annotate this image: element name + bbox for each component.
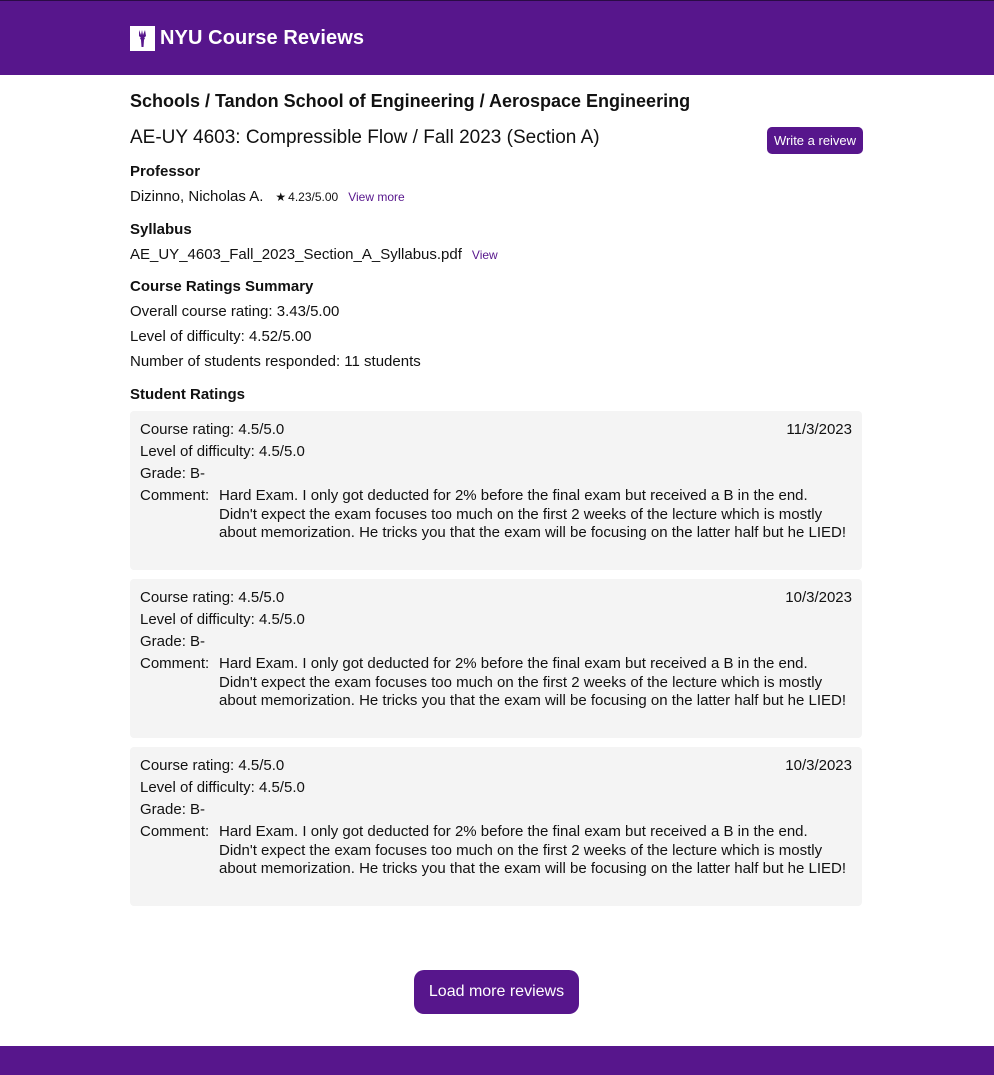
- nyu-torch-logo-icon: [130, 26, 155, 51]
- review-date: 11/3/2023: [786, 421, 852, 438]
- review-course-rating: Course rating: 4.5/5.0: [140, 757, 285, 774]
- overall-rating: Overall course rating: 3.43/5.00: [130, 303, 340, 320]
- load-more-reviews-button[interactable]: Load more reviews: [414, 970, 579, 1014]
- professor-rating: [275, 190, 338, 204]
- ratings-summary-heading: Course Ratings Summary: [130, 278, 314, 295]
- review-grade: Grade: B-: [140, 465, 206, 482]
- review-comment-label: Comment:: [140, 823, 210, 840]
- review-comment: Hard Exam. I only got deducted for 2% before the final exam but received a B in the end. Didn't expect the exam focuses too much on the first 2 weeks of the lecture which is mostly about memorization. He tricks you that the exam will be focusing on the latter half but he LIED!: [219, 487, 846, 542]
- syllabus-row: [130, 246, 498, 263]
- review-difficulty: Level of difficulty: 4.5/5.0: [140, 443, 305, 460]
- professor-row: [130, 188, 405, 205]
- write-review-button[interactable]: Write a reivew: [767, 127, 863, 154]
- difficulty-rating: Level of difficulty: 4.52/5.00: [130, 328, 312, 345]
- course-title: AE-UY 4603: Compressible Flow / Fall 2023 (Section A): [130, 127, 600, 148]
- footer-bar: [0, 1046, 994, 1075]
- review-difficulty: Level of difficulty: 4.5/5.0: [140, 779, 305, 796]
- review-grade: Grade: B-: [140, 633, 206, 650]
- review-date: 10/3/2023: [785, 589, 852, 606]
- breadcrumb[interactable]: Schools / Tandon School of Engineering / Aerospace Engineering: [130, 91, 691, 111]
- review-card: [130, 747, 862, 906]
- review-card: [130, 411, 862, 570]
- review-card: [130, 579, 862, 738]
- students-responded: Number of students responded: 11 students: [130, 353, 421, 370]
- view-more-link[interactable]: View more: [348, 190, 405, 204]
- syllabus-filename: AE_UY_4603_Fall_2023_Section_A_Syllabus.pdf: [130, 246, 462, 263]
- professor-rating-value: 4.23/5.00: [288, 190, 339, 204]
- review-grade: Grade: B-: [140, 801, 206, 818]
- student-ratings-heading: Student Ratings: [130, 386, 245, 403]
- review-date: 10/3/2023: [785, 757, 852, 774]
- brand[interactable]: [130, 25, 364, 51]
- review-difficulty: Level of difficulty: 4.5/5.0: [140, 611, 305, 628]
- review-comment: Hard Exam. I only got deducted for 2% before the final exam but received a B in the end. Didn't expect the exam focuses too much on the first 2 weeks of the lecture which is mostly about memorization. He tricks you that the exam will be focusing on the latter half but he LIED!: [219, 823, 846, 878]
- star-icon: ★: [275, 190, 287, 204]
- review-course-rating: Course rating: 4.5/5.0: [140, 421, 285, 438]
- review-course-rating: Course rating: 4.5/5.0: [140, 589, 285, 606]
- review-list: [130, 411, 862, 915]
- syllabus-heading: Syllabus: [130, 221, 192, 238]
- app-title: NYU Course Reviews: [160, 26, 365, 49]
- professor-heading: Professor: [130, 163, 201, 180]
- syllabus-view-link[interactable]: View: [471, 248, 498, 262]
- professor-name: Dizinno, Nicholas A.: [130, 188, 264, 205]
- top-header: [0, 0, 994, 75]
- review-comment-label: Comment:: [140, 487, 210, 504]
- review-comment-label: Comment:: [140, 655, 210, 672]
- review-comment: Hard Exam. I only got deducted for 2% before the final exam but received a B in the end. Didn't expect the exam focuses too much on the first 2 weeks of the lecture which is mostly about memorization. He tricks you that the exam will be focusing on the latter half but he LIED!: [219, 655, 846, 710]
